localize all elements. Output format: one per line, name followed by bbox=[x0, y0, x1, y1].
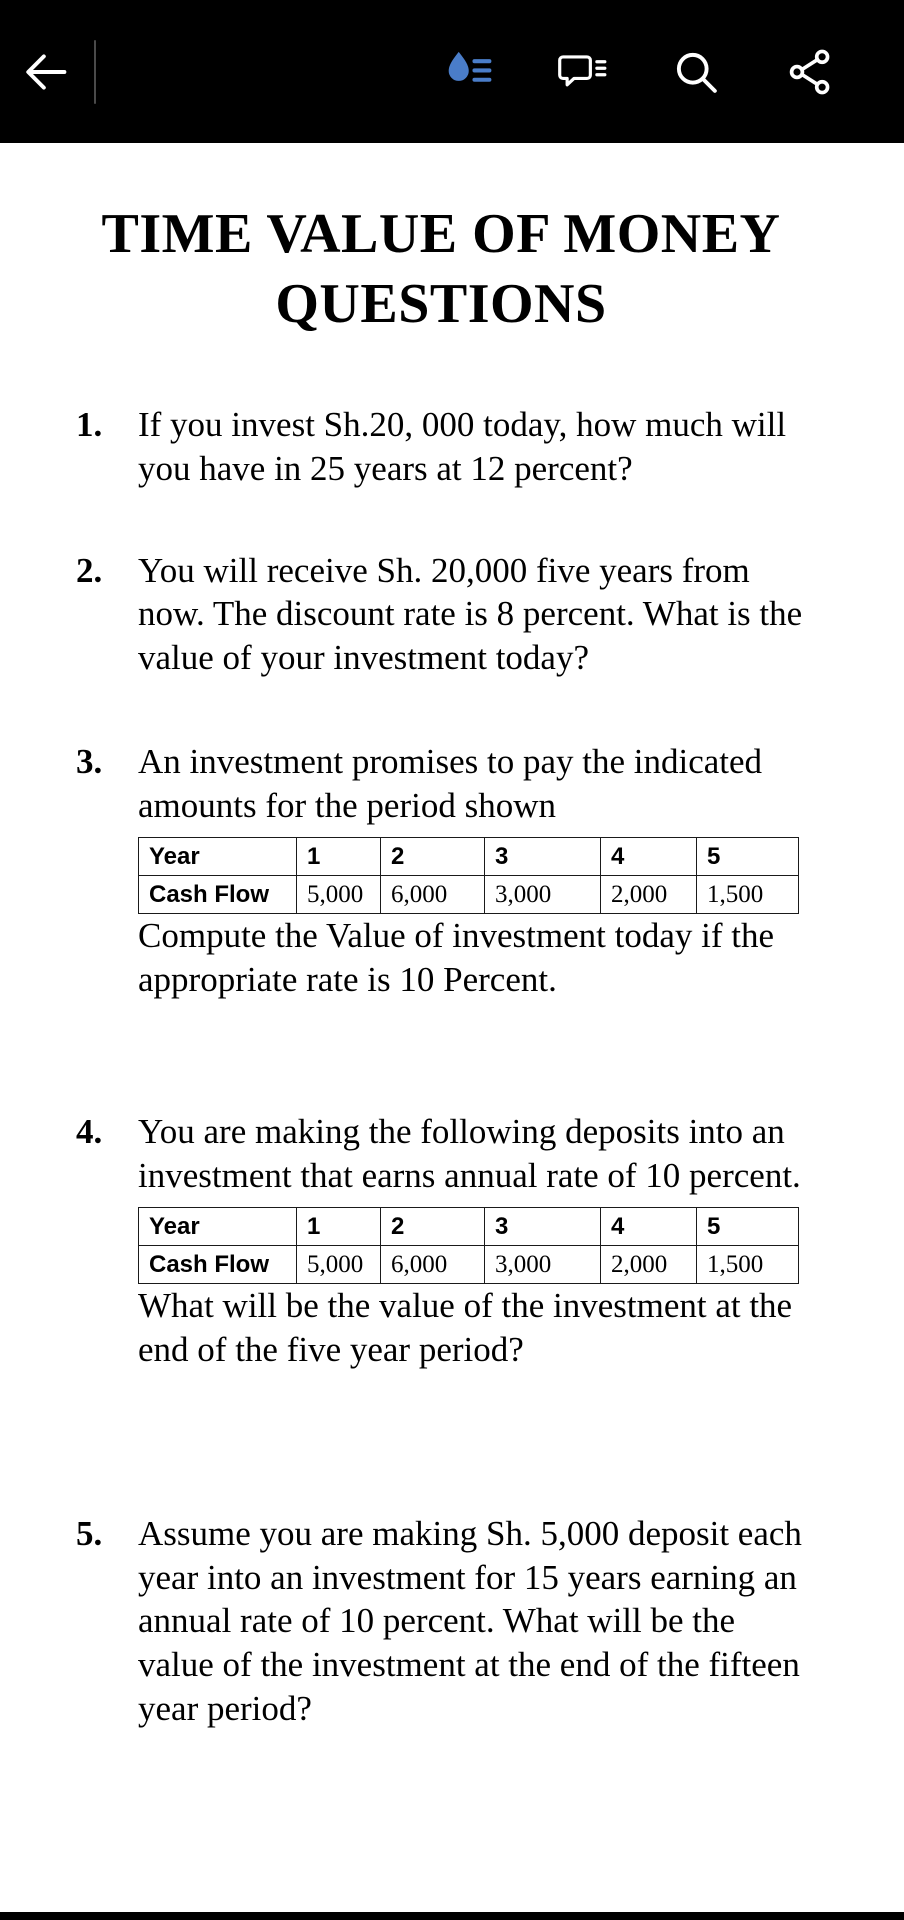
question-4 bbox=[76, 1110, 806, 1372]
comment-bubble-icon bbox=[556, 49, 608, 94]
table-cell: 3,000 bbox=[485, 876, 601, 914]
question-body bbox=[138, 1512, 806, 1731]
table-header-cell: 4 bbox=[601, 838, 697, 876]
question-number: 3. bbox=[76, 741, 103, 781]
bottom-screen-edge bbox=[0, 1912, 904, 1920]
table-header-cell: 3 bbox=[485, 838, 601, 876]
table-value-row bbox=[139, 1246, 799, 1284]
question-number: 1. bbox=[76, 405, 103, 444]
question-followup-text: What will be the value of the investment at the end of the five year period? bbox=[138, 1286, 793, 1369]
question-1 bbox=[76, 403, 806, 491]
question-number: 5. bbox=[76, 1513, 103, 1553]
annotate-button[interactable] bbox=[436, 40, 500, 104]
question-list bbox=[76, 403, 806, 1731]
question-body bbox=[138, 740, 806, 1002]
table-cell: 6,000 bbox=[381, 876, 485, 914]
question-body bbox=[138, 403, 806, 491]
toolbar bbox=[0, 0, 904, 143]
table-cell: 2,000 bbox=[601, 1246, 697, 1284]
table-header-cell: 2 bbox=[381, 1208, 485, 1246]
share-button[interactable] bbox=[778, 40, 842, 104]
table-cell: 5,000 bbox=[297, 1246, 381, 1284]
comment-button[interactable] bbox=[550, 40, 614, 104]
table-cell: 6,000 bbox=[381, 1246, 485, 1284]
question-text: You are making the following deposits into an investment that earns annual rate of 10 percent. bbox=[138, 1111, 801, 1195]
search-button[interactable] bbox=[664, 40, 728, 104]
table-header-cell: Year bbox=[139, 838, 297, 876]
document-title bbox=[76, 199, 806, 339]
back-button[interactable] bbox=[14, 40, 78, 104]
search-icon bbox=[670, 46, 722, 98]
table-header-cell: 1 bbox=[297, 1208, 381, 1246]
table-row-label: Cash Flow bbox=[139, 876, 297, 914]
question-text: If you invest Sh.20, 000 today, how much will you have in 25 years at 12 percent? bbox=[138, 405, 787, 488]
table-header-cell: 1 bbox=[297, 838, 381, 876]
toolbar-actions bbox=[436, 40, 842, 104]
question-body bbox=[138, 1110, 806, 1372]
table-cell: 1,500 bbox=[697, 1246, 799, 1284]
table-header-cell: 5 bbox=[697, 838, 799, 876]
document-page bbox=[0, 143, 904, 1920]
question-number: 4. bbox=[76, 1111, 103, 1151]
question-3 bbox=[76, 740, 806, 1002]
table-cell: 1,500 bbox=[697, 876, 799, 914]
table-row-label: Cash Flow bbox=[139, 1246, 297, 1284]
question-followup-text: Compute the Value of investment today if the appropriate rate is 10 Percent. bbox=[138, 916, 775, 999]
title-line-1: TIME VALUE OF MONEY bbox=[101, 203, 781, 265]
table-value-row bbox=[139, 876, 799, 914]
share-icon bbox=[784, 46, 836, 98]
table-header-cell: 3 bbox=[485, 1208, 601, 1246]
table-cell: 2,000 bbox=[601, 876, 697, 914]
table-cell: 3,000 bbox=[485, 1246, 601, 1284]
table-header-row bbox=[139, 838, 799, 876]
back-arrow-icon bbox=[20, 46, 72, 98]
table-cell: 5,000 bbox=[297, 876, 381, 914]
table-header-cell: 4 bbox=[601, 1208, 697, 1246]
table-header-cell: 2 bbox=[381, 838, 485, 876]
cash-flow-table bbox=[138, 837, 799, 914]
table-header-cell: Year bbox=[139, 1208, 297, 1246]
question-2 bbox=[76, 549, 806, 680]
question-5 bbox=[76, 1512, 806, 1731]
question-text: Assume you are making Sh. 5,000 deposit each year into an investment for 15 years earning an annual rate of 10 percent. What will be the value of the investment at the end of the fifteen year period? bbox=[138, 1513, 802, 1728]
cash-flow-table bbox=[138, 1207, 799, 1284]
question-number: 2. bbox=[76, 550, 103, 590]
question-text: You will receive Sh. 20,000 five years from now. The discount rate is 8 percent. What is the value of your investment today? bbox=[138, 550, 803, 677]
toolbar-divider bbox=[94, 40, 96, 104]
question-body bbox=[138, 549, 806, 680]
title-line-2: QUESTIONS bbox=[275, 273, 607, 335]
table-header-row bbox=[139, 1208, 799, 1246]
question-text: An investment promises to pay the indicated amounts for the period shown bbox=[138, 741, 763, 825]
table-header-cell: 5 bbox=[697, 1208, 799, 1246]
droplet-list-icon bbox=[442, 49, 494, 94]
